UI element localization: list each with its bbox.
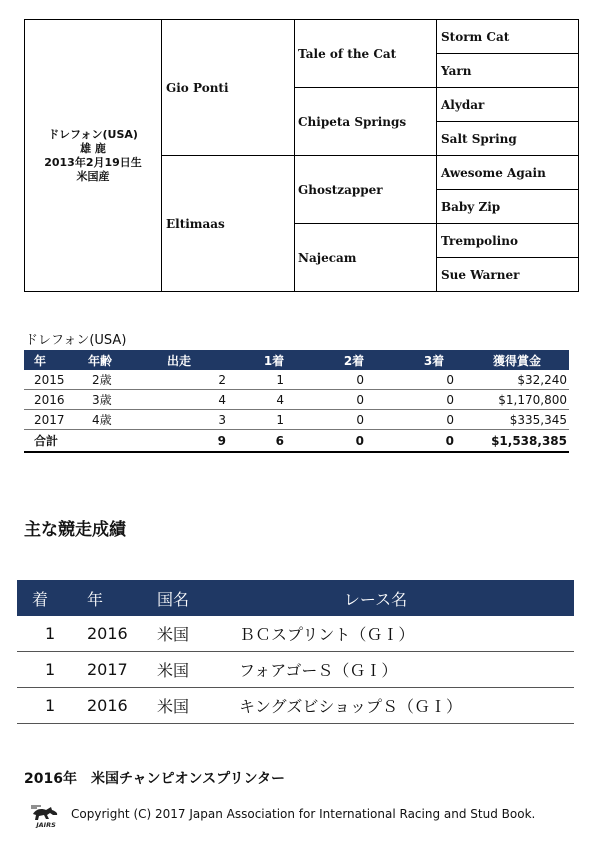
total-row [24, 430, 569, 453]
horse-name: ドレフォン(USA) [48, 127, 138, 141]
cell-year: 2017 [87, 652, 157, 688]
jairs-logo-icon [27, 802, 65, 828]
col-header: 年 [87, 580, 157, 616]
cell-total-third: 0 [394, 430, 474, 453]
cell-age: 4歳 [84, 410, 159, 430]
cell-starts: 3 [159, 410, 234, 430]
cell-total-starts: 9 [159, 430, 234, 453]
cell-race-name: キングズビショップＳ（ＧＩ） [227, 688, 574, 724]
col-header: 着 [17, 580, 87, 616]
cell-total-wins: 6 [234, 430, 314, 453]
copyright-text: Copyright (C) 2017 Japan Association for International Racing and Stud Book. [71, 807, 536, 821]
cell-earnings: $1,170,800 [474, 390, 569, 410]
cell-total-second: 0 [314, 430, 394, 453]
footer [27, 800, 577, 830]
sire: Gio Ponti [162, 20, 295, 156]
gen3-ancestor: Trempolino [437, 224, 578, 258]
table-row [24, 390, 569, 410]
table-row [17, 688, 574, 724]
col-header: 獲得賞金 [474, 350, 569, 370]
gen3-ancestor: Storm Cat [437, 20, 578, 54]
stats-title: ドレフォン(USA) [25, 333, 127, 348]
table-row [17, 652, 574, 688]
cell-year: 2016 [24, 390, 84, 410]
race-results-table [17, 580, 574, 724]
gen3-ancestor: Baby Zip [437, 190, 578, 224]
cell-starts: 2 [159, 370, 234, 390]
cell-place: 1 [17, 652, 87, 688]
cell-age: 3歳 [84, 390, 159, 410]
cell-place: 1 [17, 616, 87, 652]
gen3-ancestor: Sue Warner [441, 267, 520, 282]
col-header: 年齢 [84, 350, 159, 370]
col-header: 2着 [314, 350, 394, 370]
horse-birth-date: 2013年2月19日生 [44, 155, 142, 169]
cell-country: 米国 [157, 652, 227, 688]
cell-wins: 1 [234, 410, 314, 430]
gen3-ancestor: Salt Spring [437, 122, 578, 156]
table-row [24, 410, 569, 430]
horse-birthplace: 米国産 [76, 169, 110, 183]
gen3-ancestor: Alydar [437, 88, 578, 122]
cell-year: 2016 [87, 688, 157, 724]
cell-country: 米国 [157, 616, 227, 652]
dam: Eltimaas [162, 156, 295, 291]
cell-earnings: $32,240 [474, 370, 569, 390]
col-header: 年 [24, 350, 84, 370]
table-row [17, 616, 574, 652]
dam-dam: Najecam [295, 224, 437, 291]
cell-wins: 1 [234, 370, 314, 390]
cell-total-label: 合計 [24, 430, 84, 453]
cell-race-name: フォアゴーＳ（ＧＩ） [227, 652, 574, 688]
cell-age: 2歳 [84, 370, 159, 390]
col-header: 国名 [157, 580, 227, 616]
gen3-ancestor: Yarn [437, 54, 578, 88]
pedigree-table [24, 19, 579, 292]
horse-info [25, 20, 162, 291]
cell-place: 1 [17, 688, 87, 724]
col-header: 3着 [394, 350, 474, 370]
section-title: 主な競走成績 [24, 520, 126, 540]
svg-text:JAIRS: JAIRS [36, 821, 56, 828]
cell-race-name: ＢＣスプリント（ＧＩ） [227, 616, 574, 652]
col-header: 出走 [159, 350, 234, 370]
cell-second: 0 [314, 390, 394, 410]
cell-total-earnings: $1,538,385 [474, 430, 569, 453]
results-header-row [17, 580, 574, 616]
horse-sex-color: 雄 鹿 [80, 141, 106, 155]
cell-third: 0 [394, 410, 474, 430]
champion-title: 2016年 米国チャンピオンスプリンター [24, 771, 286, 787]
sire-dam: Chipeta Springs [295, 88, 437, 156]
gen3-ancestor: Awesome Again [437, 156, 578, 190]
cell-wins: 4 [234, 390, 314, 410]
cell-year: 2016 [87, 616, 157, 652]
sire-sire: Tale of the Cat [295, 20, 437, 88]
stats-header-row [24, 350, 569, 370]
cell-country: 米国 [157, 688, 227, 724]
cell-year: 2015 [24, 370, 84, 390]
cell-starts: 4 [159, 390, 234, 410]
col-header: レース名 [227, 580, 574, 616]
cell-year: 2017 [24, 410, 84, 430]
cell-total-age [84, 430, 159, 453]
cell-second: 0 [314, 370, 394, 390]
cell-earnings: $335,345 [474, 410, 569, 430]
race-stats-table [24, 350, 569, 453]
cell-second: 0 [314, 410, 394, 430]
cell-third: 0 [394, 370, 474, 390]
dam-sire: Ghostzapper [295, 156, 437, 224]
table-row [24, 370, 569, 390]
col-header: 1着 [234, 350, 314, 370]
cell-third: 0 [394, 390, 474, 410]
